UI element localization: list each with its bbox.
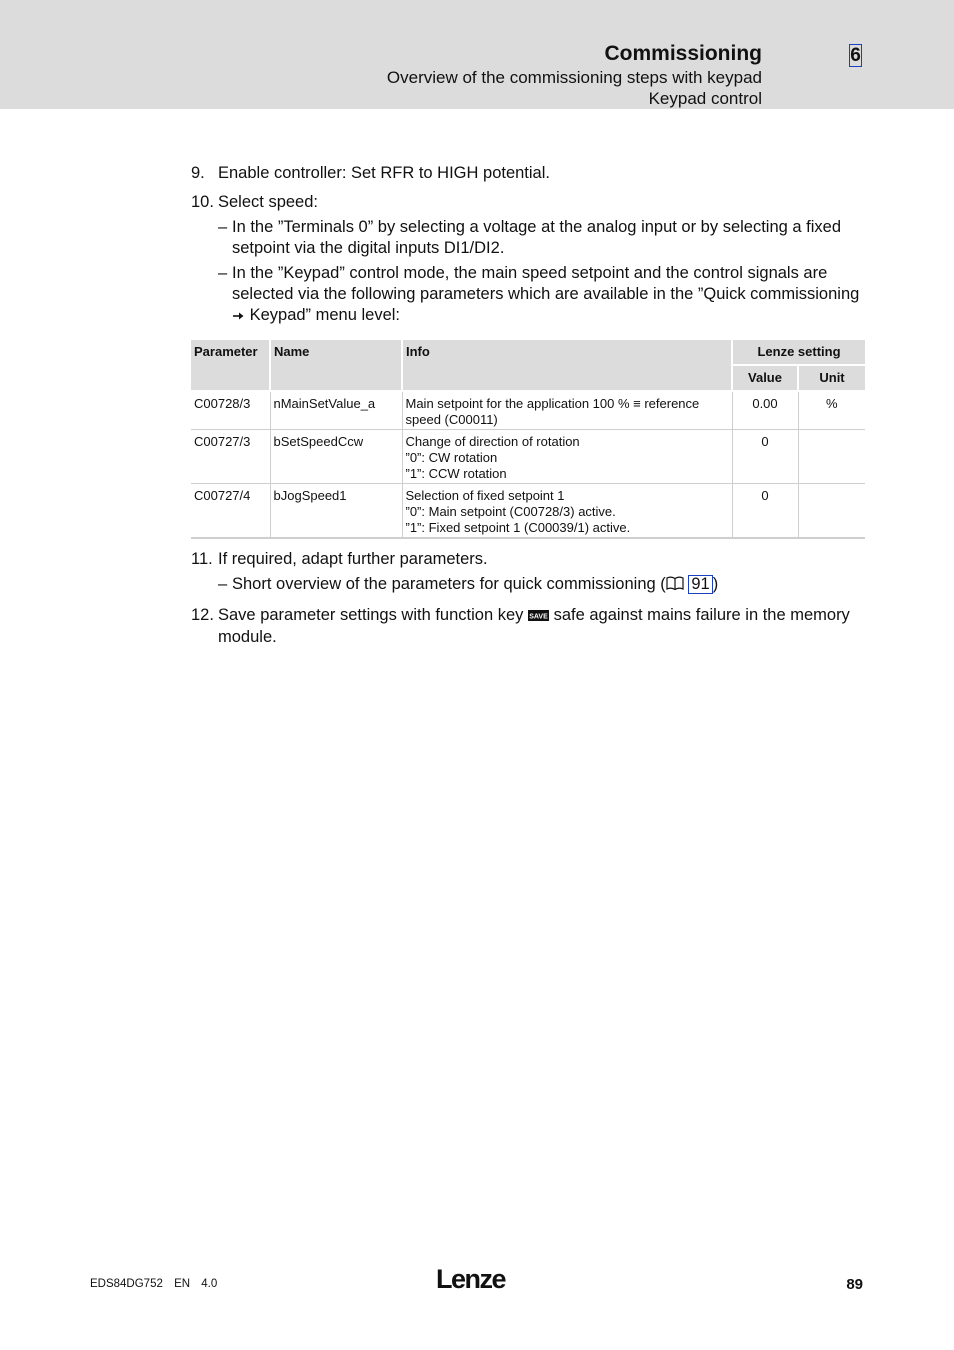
cell-value: 0.00 <box>732 391 798 430</box>
page-title: Commissioning <box>604 42 762 65</box>
cell-parameter: C00727/4 <box>191 484 270 539</box>
step-text: Save parameter settings with function key <box>218 606 524 624</box>
doc-version: 4.0 <box>201 1278 218 1290</box>
step-10 <box>191 192 866 326</box>
cell-unit: % <box>798 391 865 430</box>
dash-marker: – <box>218 218 228 236</box>
page-subtitle-section: Keypad control <box>648 89 762 108</box>
info-line: speed (C00011) <box>405 412 498 427</box>
page-reference-link[interactable]: 91 <box>688 575 712 594</box>
bullet-text-end: ) <box>712 575 719 593</box>
cell-info <box>402 484 732 539</box>
svg-text:Lenze: Lenze <box>436 1264 506 1294</box>
step-text-end: safe against mains failure in the memory module. <box>218 606 850 646</box>
footer-doc-info <box>90 1278 225 1290</box>
doc-language: EN <box>174 1278 191 1290</box>
header-info: Info <box>402 340 732 391</box>
step-11 <box>191 549 866 597</box>
cell-parameter: C00727/3 <box>191 430 270 484</box>
header-band <box>0 0 954 109</box>
info-line: ”1”: Fixed setpoint 1 (C00039/1) active. <box>405 520 631 535</box>
step-9 <box>191 163 866 184</box>
bullet-text: In the ”Terminals 0” by selecting a voltage at the analog input or by selecting a fixed setpoint via the digital inputs DI1/DI2. <box>232 218 842 257</box>
info-line: ”0”: CW rotation <box>405 450 498 465</box>
step-number: 9. <box>191 164 205 182</box>
cell-value: 0 <box>732 430 798 484</box>
bullet-text-end: Keypad” menu level: <box>249 306 401 324</box>
cell-name: bSetSpeedCcw <box>270 430 402 484</box>
info-line: ”0”: Main setpoint (C00728/3) active. <box>405 504 616 519</box>
bullet-item <box>218 574 866 597</box>
cell-value: 0 <box>732 484 798 539</box>
cell-name: bJogSpeed1 <box>270 484 402 539</box>
info-line: Change of direction of rotation <box>405 434 580 449</box>
cell-name: nMainSetValue_a <box>270 391 402 430</box>
bullet-text: Short overview of the parameters for quick commissioning ( <box>232 575 666 593</box>
bullet-text: In the ”Keypad” control mode, the main speed setpoint and the control signals are selected via the following parameters which are available in the ”Quick commissioning <box>232 264 860 303</box>
header-lenze-setting: Lenze setting <box>732 340 865 365</box>
info-line: ”1”: CCW rotation <box>405 466 507 481</box>
page-subtitle: Overview of the commissioning steps with keypad <box>386 68 762 87</box>
table-row <box>191 484 865 539</box>
step-text: Enable controller: Set RFR to HIGH potential. <box>218 164 550 182</box>
info-line: Selection of fixed setpoint 1 <box>405 488 565 503</box>
cell-info <box>402 391 732 430</box>
cell-unit <box>798 430 865 484</box>
table-row <box>191 430 865 484</box>
chapter-number-link[interactable]: 6 <box>850 45 861 66</box>
lenze-logo <box>436 1264 516 1299</box>
save-key-icon <box>528 606 549 627</box>
dash-marker: – <box>218 575 228 593</box>
bullet-item <box>218 263 866 326</box>
page-number: 89 <box>846 1276 863 1293</box>
table-row <box>191 391 865 430</box>
step-number: 12. <box>191 606 214 624</box>
header-value: Value <box>732 365 798 391</box>
bullet-item <box>218 217 866 259</box>
step-12 <box>191 605 866 648</box>
parameter-table <box>191 340 865 539</box>
header-name: Name <box>270 340 402 391</box>
header-unit: Unit <box>798 365 865 391</box>
header-parameter: Parameter <box>191 340 270 391</box>
step-number: 10. <box>191 193 214 211</box>
info-line: Main setpoint for the application 100 % ≡ reference <box>405 396 700 411</box>
main-content <box>191 163 866 656</box>
arrow-right-icon <box>232 306 250 324</box>
cell-parameter: C00728/3 <box>191 391 270 430</box>
dash-marker: – <box>218 264 228 282</box>
doc-id: EDS84DG752 <box>90 1278 163 1290</box>
cell-unit <box>798 484 865 539</box>
svg-text:SAVE: SAVE <box>529 613 548 621</box>
step-text: Select speed: <box>218 193 318 211</box>
step-text: If required, adapt further parameters. <box>218 550 488 568</box>
book-icon <box>666 576 684 597</box>
cell-info <box>402 430 732 484</box>
step-number: 11. <box>191 550 213 568</box>
